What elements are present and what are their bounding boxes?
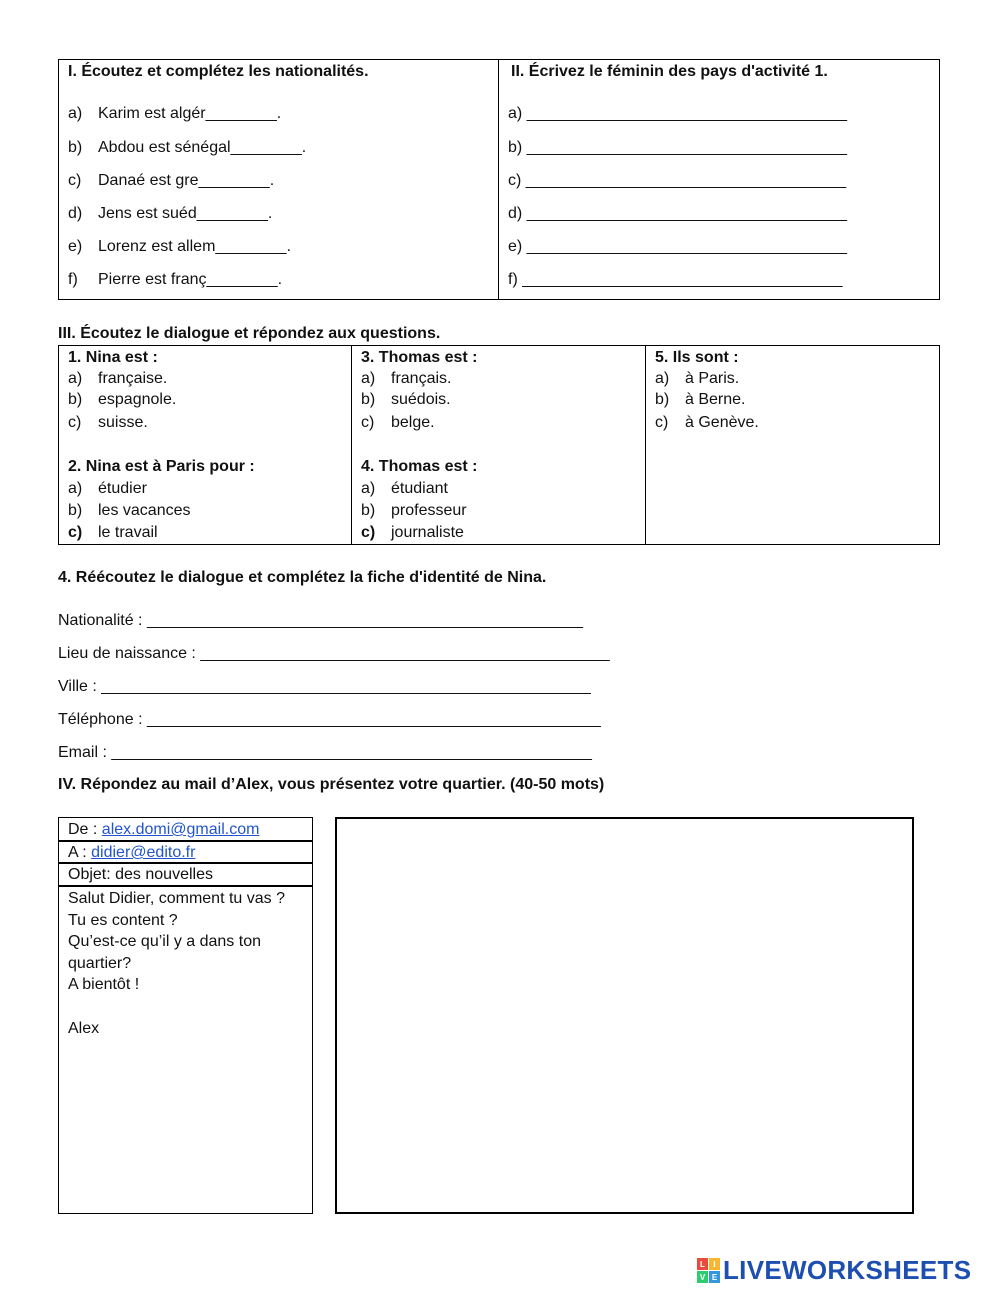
mail-divider [58, 862, 313, 864]
mail-subject: Objet: des nouvelles [68, 866, 213, 883]
svg-text:I: I [713, 1260, 716, 1269]
question-title: 4. Thomas est : [361, 458, 478, 475]
question-title: 1. Nina est : [68, 349, 158, 366]
svg-text:V: V [699, 1273, 706, 1282]
option-item[interactable]: b) suédois. [361, 391, 451, 408]
mail-to: A : didier@edito.fr [68, 844, 196, 861]
mail-divider [58, 840, 313, 842]
question-title: 3. Thomas est : [361, 349, 478, 366]
mail-from: De : alex.domi@gmail.com [68, 821, 260, 838]
option-item[interactable]: a) français. [361, 370, 452, 387]
answer-textarea[interactable] [335, 817, 914, 1214]
liveworksheets-icon [697, 1258, 721, 1284]
identity-field-telephone[interactable]: Téléphone : ___________________________________________________ [58, 711, 601, 728]
svg-text:E: E [711, 1273, 718, 1282]
table-divider [351, 345, 352, 545]
list-item[interactable]: a) ____________________________________ [508, 105, 848, 122]
identity-field-lieu[interactable]: Lieu de naissance : ______________________________________________ [58, 645, 610, 662]
option-item[interactable]: a) à Paris. [655, 370, 740, 387]
question-title: 2. Nina est à Paris pour : [68, 458, 255, 475]
mail-body-line: Alex [68, 1020, 100, 1037]
mail-body-line: Tu es content ? [68, 912, 178, 929]
list-item[interactable]: c) Danaé est gre________. [68, 172, 275, 189]
mail-to-link[interactable]: didier@edito.fr [91, 844, 196, 861]
mail-body-line: quartier? [68, 955, 132, 972]
option-item[interactable]: a) étudiant [361, 480, 448, 497]
section3-title: III. Écoutez le dialogue et répondez aux questions. [58, 325, 441, 342]
option-item[interactable]: c) suisse. [68, 414, 148, 431]
list-item[interactable]: b) Abdou est sénégal________. [68, 139, 307, 156]
list-item[interactable]: c) ____________________________________ [508, 172, 847, 189]
list-item[interactable]: f) Pierre est franç________. [68, 271, 283, 288]
option-item[interactable]: a) française. [68, 370, 168, 387]
list-item[interactable]: b) ____________________________________ [508, 139, 848, 156]
option-item[interactable]: c) à Genève. [655, 414, 759, 431]
list-item[interactable]: d) Jens est suéd________. [68, 205, 273, 222]
table-divider [498, 59, 499, 300]
section2-title: II. Écrivez le féminin des pays d'activité 1. [511, 63, 828, 80]
mail-body-line: A bientôt ! [68, 976, 140, 993]
option-item[interactable]: b) à Berne. [655, 391, 746, 408]
option-item[interactable]: b) les vacances [68, 502, 191, 519]
option-item[interactable]: b) professeur [361, 502, 467, 519]
list-item[interactable]: d) ____________________________________ [508, 205, 848, 222]
section1-title: I. Écoutez et complétez les nationalités. [68, 63, 369, 80]
option-item[interactable]: c) belge. [361, 414, 435, 431]
list-item[interactable]: e) Lorenz est allem________. [68, 238, 292, 255]
list-item[interactable]: f) ____________________________________ [508, 271, 843, 288]
question-title: 5. Ils sont : [655, 349, 739, 366]
mail-body-line: Qu’est-ce qu’il y a dans ton [68, 933, 261, 950]
option-item[interactable]: c) le travail [68, 524, 158, 541]
mail-divider [58, 885, 313, 887]
section4-title: 4. Réécoutez le dialogue et complétez la fiche d'identité de Nina. [58, 569, 547, 586]
svg-text:L: L [700, 1260, 705, 1269]
section5-title: IV. Répondez au mail d’Alex, vous présentez votre quartier. (40-50 mots) [58, 776, 605, 793]
table-divider [645, 345, 646, 545]
list-item[interactable]: e) ____________________________________ [508, 238, 848, 255]
list-item[interactable]: a) Karim est algér________. [68, 105, 282, 122]
mail-from-link[interactable]: alex.domi@gmail.com [101, 821, 260, 838]
option-item[interactable]: a) étudier [68, 480, 147, 497]
mail-body-line: Salut Didier, comment tu vas ? [68, 890, 285, 907]
option-item[interactable]: c) journaliste [361, 524, 464, 541]
identity-field-email[interactable]: Email : ______________________________________________________ [58, 744, 592, 761]
identity-field-nationalite[interactable]: Nationalité : _________________________________________________ [58, 612, 583, 629]
option-item[interactable]: b) espagnole. [68, 391, 177, 408]
brand-name: LIVEWORKSHEETS [723, 1255, 972, 1285]
identity-field-ville[interactable]: Ville : _______________________________________________________ [58, 678, 591, 695]
